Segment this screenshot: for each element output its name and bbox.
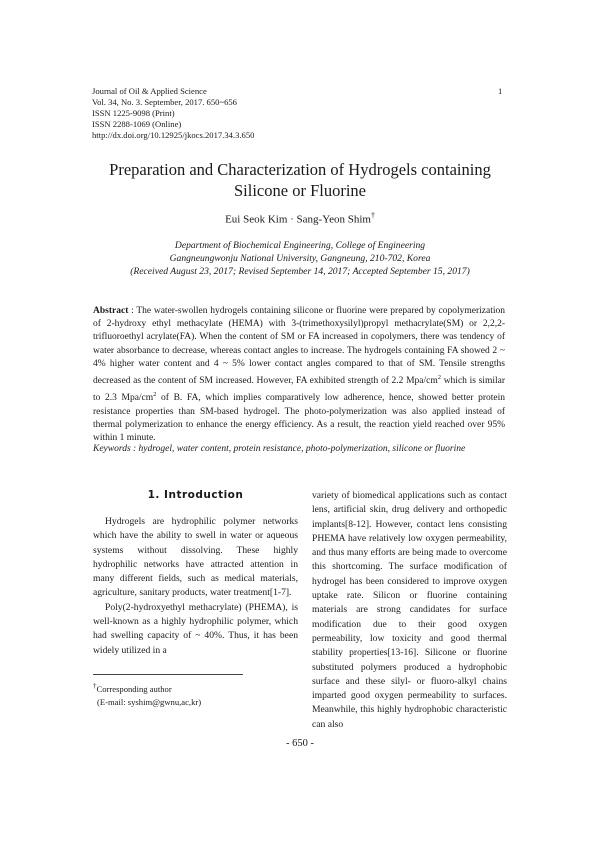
affiliation-department: Department of Biochemical Engineering, College of Engineering — [174, 240, 426, 251]
affiliation — [0, 239, 600, 278]
footnote-corresponding: Corresponding author — [96, 683, 172, 694]
journal-volume: Vol. 34, No. 3. September, 2017. 650~656 — [92, 97, 237, 107]
abstract — [93, 305, 505, 445]
abstract-text-2: which is similar to 2.3 Mpa/cm — [93, 376, 505, 404]
author-list — [0, 211, 600, 226]
body-column-right — [312, 489, 507, 732]
journal-name: Journal of Oil & Applied Science — [92, 86, 207, 96]
keywords: Keywords : hydrogel, water content, protein resistance, photo-polymerization, silicone or fluorine — [93, 444, 466, 454]
affiliation-university: Gangneungwonju National University, Gangneung, 210-702, Korea — [169, 253, 431, 264]
received-dates: (Received August 23, 2017; Revised September 14, 2017; Accepted September 15, 2017) — [130, 266, 470, 277]
issn-online: ISSN 2288-1069 (Online) — [92, 119, 182, 129]
abstract-text-3: of B. FA, which implies comparatively low adherence, hence, showed better protein resistance properties than SM-based hydrogel. The photo-polymerization was also applied instead of thermal polymerization to enhance the energy efficiency. As a result, the reaction yield reached over 95% within 1 minute. — [93, 393, 505, 444]
page-number: - 650 - — [286, 738, 314, 749]
footnote-email: (E-mail: syshim@gwnu,ac,kr) — [97, 696, 202, 707]
issn-print: ISSN 1225-9098 (Print) — [92, 108, 175, 118]
paper-title — [60, 159, 540, 201]
footnote — [93, 680, 201, 709]
corresponding-dagger: † — [370, 211, 375, 220]
abstract-label: Abstract — [93, 306, 129, 316]
footnote-divider — [93, 674, 243, 675]
journal-header — [92, 86, 512, 141]
paragraph-phema: Poly(2-hydroxyethyl methacrylate) (PHEMA), is well-known as a highly hydrophilic polymer, which had swelling capacity of ~ 40%. Thus, it has been widely utilized in a — [93, 601, 298, 656]
abstract-text-1: : The water-swollen hydrogels containing silicone or fluorine were prepared by copolymerization of 2-hydroxy ethyl methacylate (HEMA) with 3-(trimethoxysilyl)propyl methacrylate(SM) or 2,2,2-trifluoroethyl acrylate(FA). When the content of SM or FA increased in copolymers, there was tendency of water absorbance to decrease, whereas contact angles to increase. The hydrogels containing FA showed 2 ~ 4% higher water content and 4 ~ 5% lower contact angles compared to that of SM. Tensile strengths decreased as the content of SM increased. However, FA exhibited strength of 2.2 Mpa/cm — [93, 306, 505, 387]
body-column-left — [93, 515, 298, 658]
doi-link[interactable]: http://dx.doi.org/10.12925/jkocs.2017.34.3.650 — [92, 130, 255, 140]
paragraph-hydrogels: Hydrogels are hydrophilic polymer networks which have the ability to swell in water or aqueous systems without dissolving. These highly hydrophilic networks have attracted attention in many different fields, such as medical materials, agriculture, sanitary products, water treatment[1-7]. — [93, 516, 298, 599]
abstract-sup-1: 2 — [437, 374, 442, 382]
author-names: Eui Seok Kim · Sang-Yeon Shim — [225, 213, 371, 226]
title-line-1: Preparation and Characterization of Hydrogels containing — [109, 160, 491, 179]
title-line-2: Silicone or Fluorine — [234, 181, 366, 200]
paragraph-applications: variety of biomedical applications such as contact lens, artificial skin, drug delivery and orthopedic implants[8-12]. However, contact lens consisting PHEMA have relatively low oxygen permeability, and thus many efforts are being made to overcome this shortcoming. The surface modification of hydrogel has been considered to improve oxygen uptake rate. Silicon or fluorine containing materials are strong candidates for surface modification due to their good oxygen permeability, low toxicity and good thermal stability properties[13-16]. Silicone or fluorine substituted polymers produced a hydrophobic surface and these silyl- or fluoro-alkyl chains imparted good oxygen permeability to surfaces. Meanwhile, this highly hydrophobic characteristic can also — [312, 490, 507, 730]
abstract-sup-2: 2 — [153, 391, 157, 399]
section-heading-introduction: 1. Introduction — [147, 489, 244, 501]
page-marker: 1 — [498, 86, 503, 96]
footnote-dagger: † — [93, 682, 97, 690]
